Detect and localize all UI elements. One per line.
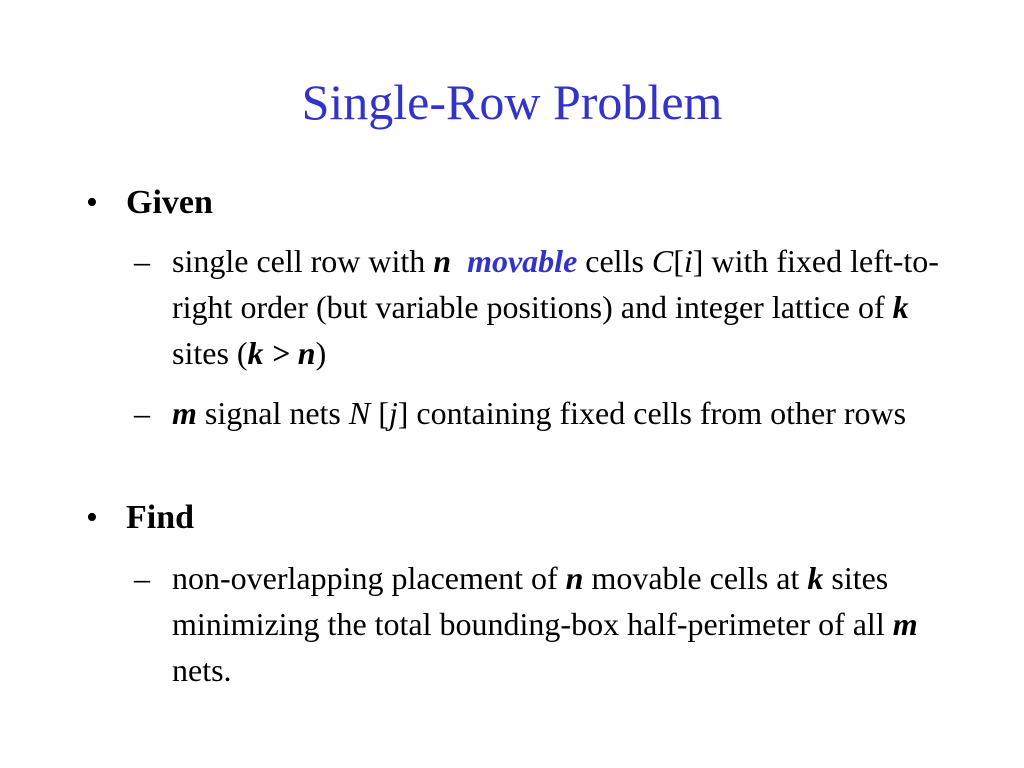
dash-marker: –: [134, 395, 150, 431]
var-k: k: [892, 289, 909, 325]
var-k: k: [807, 560, 824, 596]
subitem-text: single cell row with n movable cells C[i] with fixed left-to-right order (but variable positions) and integer lattice of k sites (k > n): [172, 243, 939, 371]
var-i: i: [683, 243, 693, 279]
bullet-label-find: Find: [126, 499, 195, 536]
subitem-text: non-overlapping placement of n movable cells at k sites minimizing the total bounding-box half-perimeter of all m nets.: [172, 560, 918, 688]
var-N: N: [348, 395, 371, 431]
var-n: n: [433, 243, 452, 279]
bullet-marker: •: [86, 184, 98, 221]
subitem-text: m signal nets N [j] containing fixed cells from other rows: [172, 395, 907, 431]
gt-sign: >: [263, 335, 298, 371]
slide-title: Single-Row Problem: [301, 74, 723, 130]
dash-marker: –: [134, 243, 150, 279]
var-j: j: [388, 395, 398, 431]
movable-emphasis: movable: [467, 243, 578, 279]
subitem-signal-nets: [134, 390, 964, 436]
bullet-label-given: Given: [126, 184, 213, 221]
subitem-placement: [134, 555, 964, 693]
var-k: k: [247, 335, 264, 371]
var-n: n: [297, 335, 316, 371]
bullet-marker: •: [86, 499, 98, 536]
var-m: m: [892, 606, 918, 642]
subitem-cell-row: [134, 238, 964, 376]
var-C: C: [651, 243, 674, 279]
dash-marker: –: [134, 560, 150, 596]
var-n: n: [565, 560, 584, 596]
var-m: m: [172, 395, 197, 431]
